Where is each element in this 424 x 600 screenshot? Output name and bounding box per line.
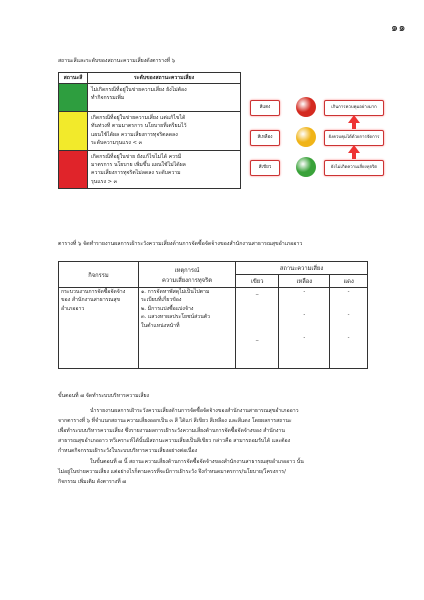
yellow-status-cell: - - - [279, 288, 330, 369]
page-number: ๑๑ [391, 21, 406, 34]
legend-row-green [59, 84, 241, 112]
label-red: สีแดง [250, 100, 280, 116]
traffic-light-diagram [250, 92, 382, 182]
red-light-icon [296, 97, 316, 117]
table6-header-green: เขียว [236, 275, 279, 288]
legend-header-color: สถานะสี [59, 73, 88, 84]
step7-p1-line1: นำรายงานผลการเฝ้าระวังความเสี่ยงด้านการจัดซื้อจัดจ้างของสำนักงานสาธารณสุขอำเภออาว [90, 408, 299, 414]
red-status-cell: - - - [330, 288, 368, 369]
step7-p1-line4: สาธารณสุขอำเภออาว ทวีเคราะห์ได้นั้นมีสถานะความเสี่ยงเป็นสีเขียว กล่าวคือ สามารถอมรับได้ และต้อง [58, 438, 291, 444]
table6 [58, 261, 368, 369]
step7-p2-line2: ไม่อยู่ในข่ายความเสี่ยง แต่อย่างไรก็ตามควรที่จะมีการเฝ้าระวัง จึงกำหนดมาตรการ/นโยบาย/โครงการ/ [58, 469, 286, 475]
table6-header-status: สถานะความเสี่ยง [236, 262, 368, 275]
table6-header-activity: กิจกรรม [59, 262, 139, 288]
step7-p2-line3: กิจกรรม เพิ่มเติม ดังตารางที่ ๗ [58, 479, 127, 485]
activity-cell: กระบวนงานการจัดซื้อจัดจ้าง ของ สำนักงานสาธารณสุข อำเภออาว [59, 288, 139, 369]
legend-text-red: เกิดกรณีที่อยู่ในข่าย ยังแก้ไขไม่ได้ ควรมี มาตรการ นโยบาย เพิ่มขึ้น แผนใช้ไม่ได้ผล ความเสี่ยงการทุจริตไม่ลดลง ระดับความ รุนแรง > ๓ [88, 150, 241, 189]
legend-row-yellow [59, 112, 241, 151]
upward-arrows-icon [346, 114, 362, 160]
legend-text-yellow: เกิดกรณีที่อยู่ในข่ายความเสี่ยง แต่แก้ไขได้ ทันท่วงที ตามมาตรการ นโยบายที่เตรียมไว้ แผนใช้ได้ผล ความเสี่ยงการทุจริตลดลง ระดับความรุนแรง < ๓ [88, 112, 241, 151]
event-cell: ๑. การจัดหาพัสดุไม่เป็นไปตาม ระเบียบที่เกี่ยวข้อง ๒. มีการแบ่งซื้อแบ่งจ้าง ๓. แสวงหาผลประโยชน์ส่วนตัว ในตำแหน่งหน้าที่ [139, 288, 236, 369]
red-swatch [59, 150, 88, 189]
step7-p1-line3: เพื่อทำระบบบริหารความเสี่ยง ซึ่งรายงานผลการเฝ้าระวังความเสี่ยงด้านการจัดซื้อจัดจ้างของ สำนักงาน [58, 428, 285, 434]
table6-title: ตารางที่ ๖ จัดทำรายงานผลการเฝ้าระวังความเสี่ยงด้านการจัดซื้อจัดจ้างของสำนักงานสาธารณสุขอำเภออาว [58, 241, 303, 247]
step7-p1-line5: กำหนดกิจกรรมเฝ้าระวังในระบบบริหารความเสี่ยงอย่างต่อเนื่อง [58, 448, 198, 454]
desc-green: ยังไม่เกิดความเสี่ยงทุจริต [324, 160, 384, 176]
label-green: สีเขียว [250, 160, 280, 176]
desc-yellow: ยังควบคุมได้ด้วยการจัดการ [324, 130, 384, 146]
green-swatch [59, 84, 88, 112]
table6-header-red: แดง [330, 275, 368, 288]
risk-status-legend-table [58, 72, 241, 189]
green-light-icon [296, 157, 316, 177]
step7-heading: ขั้นตอนที่ ๗ จัดทำระบบบริหารความเสี่ยง [58, 393, 150, 399]
step7-p2-line1: ในขั้นตอนที่ ๗ นี้ สถานะความเสี่ยงด้านการจัดซื้อจัดจ้างของสำนักงานสาธารณสุขอำเภออาว นั้น [90, 459, 304, 465]
legend-header-level: ระดับของสถานะความเสี่ยง [88, 73, 241, 84]
table6-header-event: เหตุการณ์ ความเสี่ยงการทุจริต [139, 262, 236, 288]
legend-text-green: ไม่เกิดกรณีที่อยู่ในข่ายความเสี่ยง ยังไม่ต้อง ทำกิจกรรมเพิ่ม [88, 84, 241, 112]
table-row [59, 288, 368, 369]
intro-text: สถานะสีและระดับของสถานะความเสี่ยงดังตารางที่ ๖ [58, 58, 176, 64]
label-yellow: สีเหลือง [250, 130, 280, 146]
legend-row-red [59, 150, 241, 189]
yellow-light-icon [296, 127, 316, 147]
table6-header-yellow: เหลือง [279, 275, 330, 288]
yellow-swatch [59, 112, 88, 151]
step7-p1-line2: จากตารางที่ ๖ ที่จำแนกสถานะความเสี่ยงออกเป็น ๓ สี ได้แก่ สีเขียว สีเหลือง และสีแดง โดยผลการสถานะ [58, 418, 292, 424]
desc-red: เกินการควบคุมอย่างมาก [324, 100, 384, 116]
green-status-cell: _ _ [236, 288, 279, 369]
